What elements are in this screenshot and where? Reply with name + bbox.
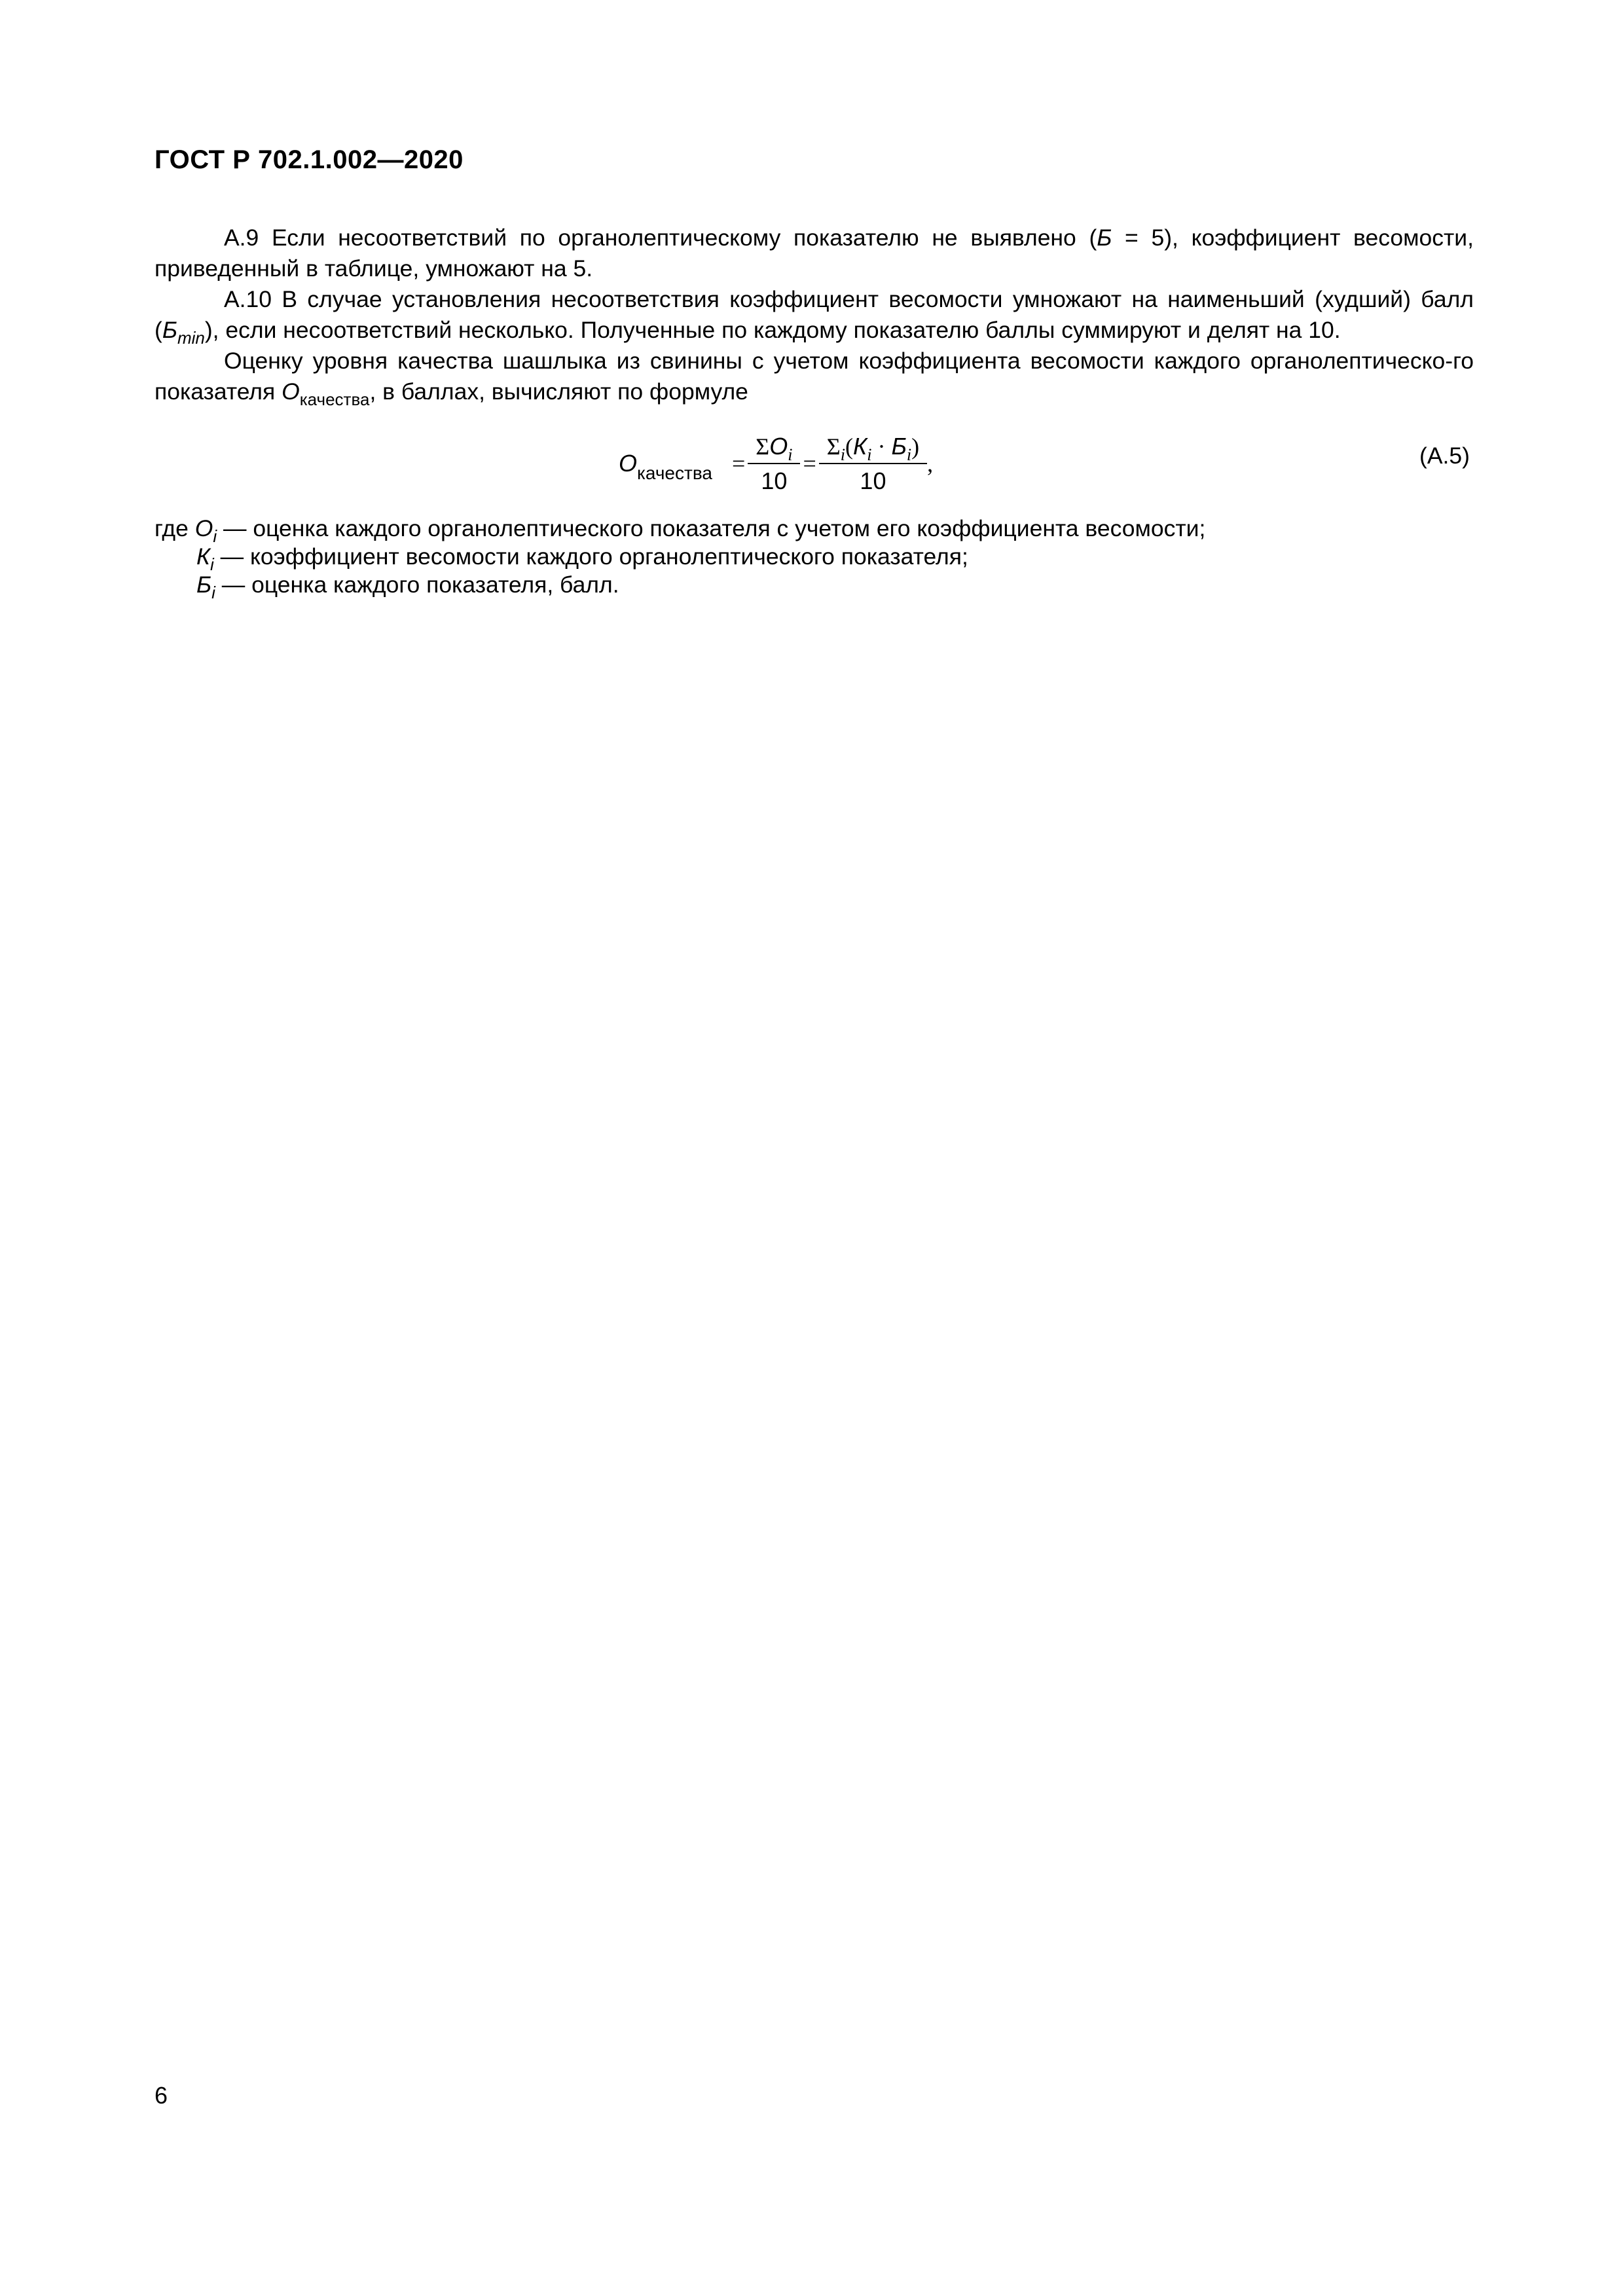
- fraction-denominator: 10: [748, 463, 800, 496]
- formula-definitions: [155, 515, 1206, 602]
- fraction-sum-ki-bi: [823, 431, 923, 496]
- fraction-numerator: $\Sigma_i(К_i \cdot Б_i)$: [826, 433, 920, 464]
- definition-ki: $К_i$ — коэффициент весомости каждого органолептического показателя;: [196, 543, 968, 574]
- formula-equals: =: [731, 450, 746, 477]
- definition-bi: $Б_i$ — оценка каждого показателя, балл.: [196, 572, 619, 602]
- formula-equals: =: [803, 450, 816, 477]
- definition-oi: где $О_i$ — оценка каждого органолептического показателя с учетом его коэффициента весомости;: [155, 515, 1206, 546]
- formula-number: (А.5): [1419, 443, 1470, 469]
- fraction-numerator: $\Sigma О_i$: [756, 433, 793, 464]
- paragraph-a10: А.10 В случае установления несоответствия коэффициент весомости умножают на наименьший (худший) балл $(Б_{min})$, если несоответствий несколько. Полученные по каждому показателю баллы суммируют и делят на 10.: [155, 286, 1474, 348]
- formula-lhs: $О_{качества}$: [619, 450, 712, 483]
- paragraph-evaluation: Оценку уровня качества шашлыка из свинины с учетом коэффициента весомости каждого органолептическо-го показателя $О_{качества}$, в баллах, вычисляют по формуле: [155, 348, 1474, 409]
- formula-comma: ,: [927, 450, 934, 477]
- formula-a5: [619, 424, 933, 503]
- document-header: ГОСТ Р 702.1.002—2020: [155, 145, 464, 174]
- fraction-denominator: 10: [819, 463, 927, 496]
- page-number: 6: [155, 2082, 168, 2109]
- paragraph-a9: А.9 Если несоответствий по органолептическому показателю не выявлено (Б = 5), коэффициент весомости, приведенный в таблице, умножают на 5.: [155, 225, 1474, 282]
- fraction-sum-oi: [752, 431, 796, 496]
- main-text: [155, 223, 1474, 407]
